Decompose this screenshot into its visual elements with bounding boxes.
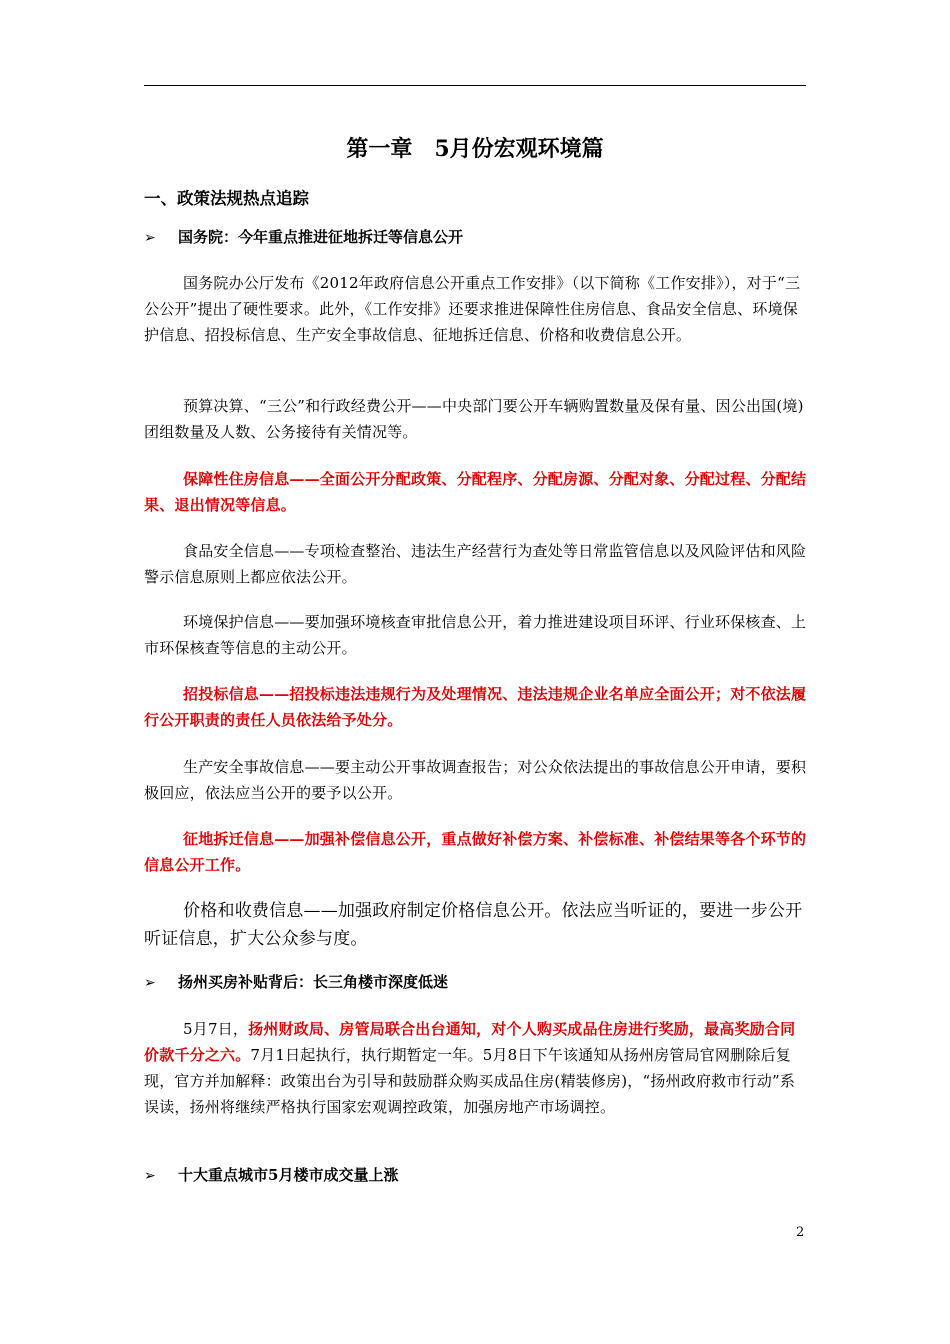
- paragraph-large: 价格和收费信息——加强政府制定价格信息公开。依法应当听证的，要进一步公开听证信息，扩大公众参与度。: [144, 901, 803, 949]
- paragraph-highlight-text: 扬州财政局、房管局联合出台通知，对个人购买成品住房进行奖励，最高奖励合同价款千分之六。: [144, 1020, 796, 1064]
- paragraph-text: 5月7日，: [183, 1020, 249, 1038]
- paragraph-mixed: [144, 1016, 808, 1120]
- paragraph: 食品安全信息——专项检查整治、违法生产经营行为查处等日常监管信息以及风险评估和风险警示信息原则上都应依法公开。: [144, 542, 807, 586]
- paragraph: 生产安全事故信息——要主动公开事故调查报告；对公众依法提出的事故信息公开申请，要积极回应，依法应当公开的要予以公开。: [144, 758, 807, 802]
- paragraph-highlighted: 保障性住房信息——全面公开分配政策、分配程序、分配房源、分配对象、分配过程、分配结果、退出情况等信息。: [144, 470, 807, 514]
- chapter-title: 第一章 5月份宏观环境篇: [346, 136, 604, 162]
- bullet-heading-yangzhou: [144, 970, 448, 995]
- bullet-heading-text: 扬州买房补贴背后：长三角楼市深度低迷: [178, 973, 449, 991]
- arrow-bullet-icon: ➢: [144, 975, 156, 991]
- arrow-bullet-icon: ➢: [144, 1168, 156, 1184]
- paragraph: 预算决算、“三公”和行政经费公开——中央部门要公开车辆购置数量及保有量、因公出国(境)团组数量及人数、公务接待有关情况等。: [144, 397, 804, 441]
- section-heading: 一、政策法规热点追踪: [144, 189, 309, 208]
- paragraph-text: 7月1日起执行，执行期暂定一年。5月8日下午该通知从扬州房管局官网删除后复现，官方并加解释：政策出台为引导和鼓励群众购买成品住房(精装修房)，“扬州政府救市行动”系误读，扬州将继续严格执行国家宏观调控政策，加强房地产市场调控。: [144, 1046, 796, 1116]
- page-number: 2: [796, 1225, 805, 1240]
- header-rule: [144, 85, 806, 86]
- bullet-heading-state-council: [144, 225, 463, 250]
- paragraph-highlighted: 招投标信息——招投标违法违规行为及处理情况、违法违规企业名单应全面公开；对不依法履行公开职责的责任人员依法给予处分。: [144, 685, 807, 729]
- paragraph-highlighted: 征地拆迁信息——加强补偿信息公开，重点做好补偿方案、补偿标准、补偿结果等各个环节的信息公开工作。: [144, 830, 807, 874]
- bullet-heading-text: 十大重点城市5月楼市成交量上涨: [178, 1166, 399, 1184]
- bullet-heading-ten-cities: [144, 1163, 398, 1188]
- bullet-heading-text: 国务院：今年重点推进征地拆迁等信息公开: [178, 228, 464, 246]
- arrow-bullet-icon: ➢: [144, 230, 156, 246]
- paragraph: 环境保护信息——要加强环境核查审批信息公开，着力推进建设项目环评、行业环保核查、上市环保核查等信息的主动公开。: [144, 613, 807, 657]
- paragraph: 国务院办公厅发布《2012年政府信息公开重点工作安排》（以下简称《工作安排》），对于“三公公开”提出了硬性要求。此外，《工作安排》还要求推进保障性住房信息、食品安全信息、环境保护信息、招投标信息、生产安全事故信息、征地拆迁信息、价格和收费信息公开。: [144, 274, 801, 344]
